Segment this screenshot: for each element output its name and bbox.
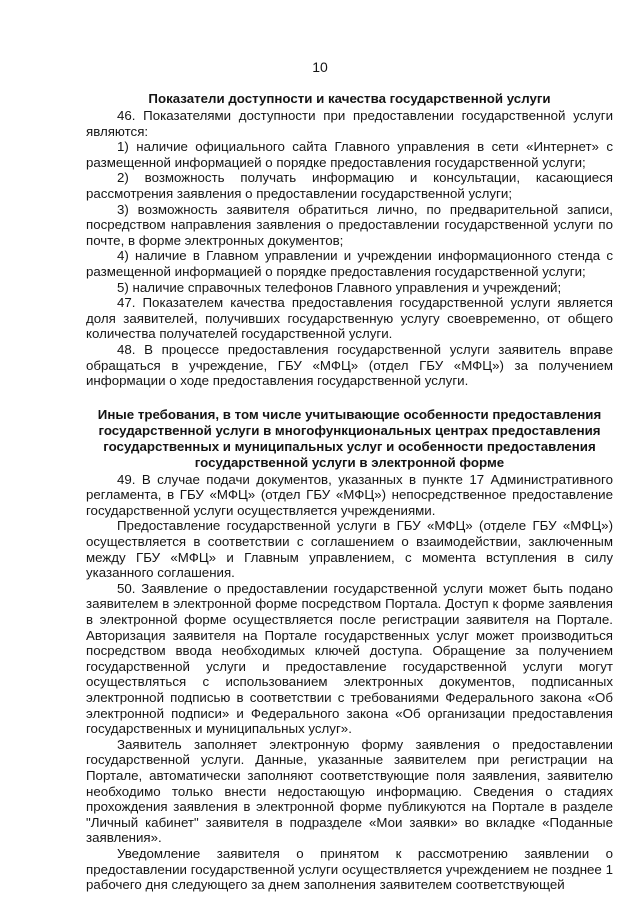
- document-body: [86, 88, 613, 893]
- paragraph: 47. Показателем качества предоставления государственной услуги является доля заявителей, получивших государственную услугу своевременно, от общего количества получателей государственной услуги.: [86, 295, 613, 342]
- section-heading-other-requirements: Иные требования, в том числе учитывающие особенности предоставления государственной услуги в многофункциональных центрах предоставления государственных и муниципальных услуг и особенности предоставления государственной услуги в электронной форме: [97, 406, 602, 470]
- paragraph: 49. В случае подачи документов, указанных в пункте 17 Административного регламента, в ГБУ «МФЦ» (отдел ГБУ «МФЦ») непосредственное предоставление государственной услуги осуществляется учреждениями.: [86, 471, 613, 518]
- list-item: 2) возможность получать информацию и консультации, касающиеся рассмотрения заявления о предоставлении государственной услуги;: [86, 170, 613, 201]
- paragraph: Заявитель заполняет электронную форму заявления о предоставлении государственной услуги. Данные, указанные заявителем при регистрации на Портале, автоматически заполняют соответствующие поля заявления, заявителю необходимо только внести недостающую информацию. Сведения о стадиях прохождения заявления в электронной форме публикуются на Портале в разделе "Личный кабинет" заявителя в подразделе «Мои заявки» во вкладке «Поданные заявления».: [86, 736, 613, 846]
- page-number: 10: [312, 59, 328, 75]
- list-item: 1) наличие официального сайта Главного управления в сети «Интернет» с размещенной информацией о порядке предоставления государственной услуги;: [86, 139, 613, 170]
- paragraph: Предоставление государственной услуги в ГБУ «МФЦ» (отделе ГБУ «МФЦ») осуществляется в соответствии с соглашением о взаимодействии, заключенным между ГБУ «МФЦ» и Главным управлением, с момента вступления в силу указанного соглашения.: [86, 518, 613, 581]
- list-item: 5) наличие справочных телефонов Главного управления и учреждений;: [117, 279, 562, 295]
- paragraph: Уведомление заявителя о принятом к рассмотрению заявлении о предоставлении государственной услуги осуществляется учреждением не позднее 1 рабочего дня следующего за днем заполнения заявителем соответствующей: [86, 845, 613, 893]
- paragraph: 46. Показателями доступности при предоставлении государственной услуги являются:: [86, 108, 613, 139]
- list-item: 3) возможность заявителя обратиться лично, по предварительной записи, посредством направления заявления о предоставлении государственной услуги по почте, в форме электронных документов;: [86, 201, 613, 248]
- paragraph: 50. Заявление о предоставлении государственной услуги может быть подано заявителем в электронной форме посредством Портала. Доступ к форме заявления в электронной форме осуществляется после регистрации заявителя на Портале. Авторизация заявителя на Портале государственных услуг может производиться посредством ввода необходимых ключей доступа. Обращение за получением государственной услуги и предоставление государственной услуги могут осуществляться с использованием электронных документов, подписанных электронной подписью в соответствии с требованиями Федерального закона «Об электронной подписи» и Федерального закона «Об организации предоставления государственных и муниципальных услуг».: [86, 580, 613, 737]
- list-item: 4) наличие в Главном управлении и учреждении информационного стенда с размещенной информацией о порядке предоставления государственной услуги;: [86, 248, 613, 279]
- section-heading-accessibility: Показатели доступности и качества государственной услуги: [148, 91, 551, 106]
- paragraph: 48. В процессе предоставления государственной услуги заявитель вправе обращаться в учреждение, ГБУ «МФЦ» (отдел ГБУ «МФЦ») за получением информации о ходе предоставления государственной услуги.: [86, 341, 613, 389]
